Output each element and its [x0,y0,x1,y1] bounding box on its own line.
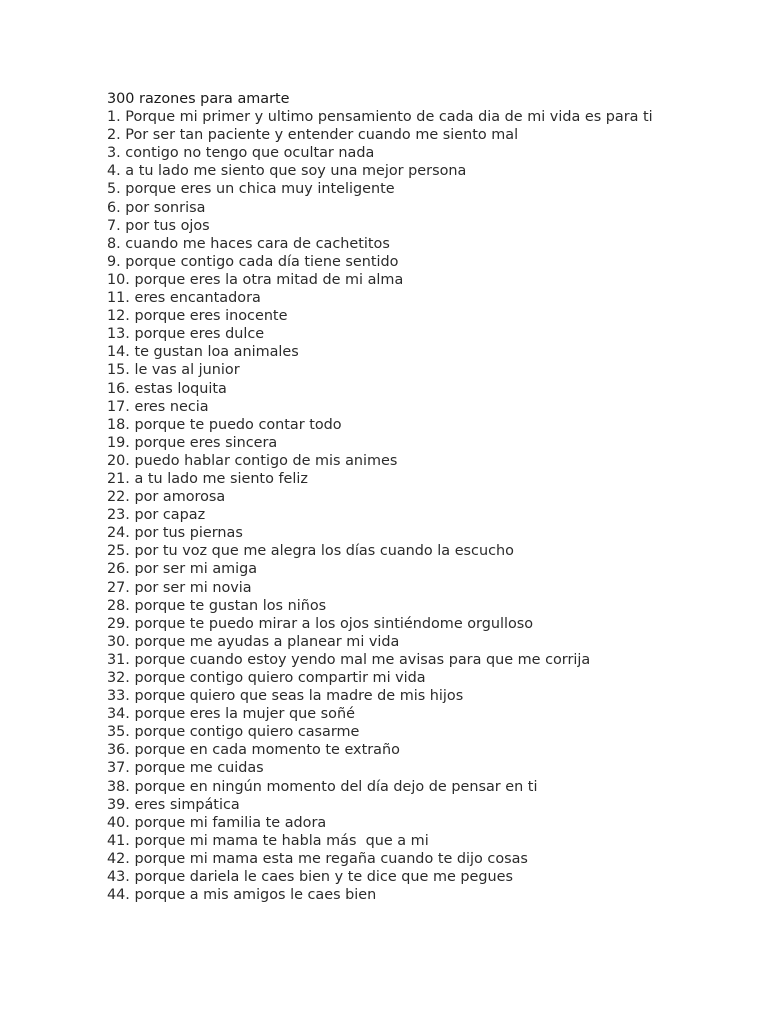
list-item: 39. eres simpática [107,796,240,813]
list-item: 2. Por ser tan paciente y entender cuando me siento mal [107,127,519,144]
list-item: 13. porque eres dulce [107,326,265,343]
list-item: 31. porque cuando estoy yendo mal me avisas para que me corrija [107,651,591,668]
list-item: 43. porque dariela le caes bien y te dice que me pegues [107,869,513,886]
list-item: 7. por tus ojos [107,217,210,234]
list-item: 8. cuando me haces cara de cachetitos [107,235,390,252]
list-item: 33. porque quiero que seas la madre de mis hijos [107,688,464,705]
list-item: 38. porque en ningún momento del día dejo de pensar en ti [107,778,538,795]
list-item: 36. porque en cada momento te extraño [107,742,400,759]
list-item: 11. eres encantadora [107,290,261,307]
list-item: 41. porque mi mama te habla más que a mi [107,832,429,849]
reasons-list [107,108,667,904]
list-item: 27. por ser mi novia [107,579,252,596]
list-item: 19. porque eres sincera [107,434,278,451]
list-item: 9. porque contigo cada día tiene sentido [107,253,399,270]
list-item: 16. estas loquita [107,380,227,397]
list-item: 20. puedo hablar contigo de mis animes [107,452,398,469]
list-item: 15. le vas al junior [107,362,240,379]
list-item: 29. porque te puedo mirar a los ojos sintiéndome orgulloso [107,615,534,632]
list-item: 21. a tu lado me siento feliz [107,470,308,487]
list-item: 1. Porque mi primer y ultimo pensamiento de cada dia de mi vida es para ti [107,109,653,126]
list-item: 4. a tu lado me siento que soy una mejor persona [107,163,467,180]
list-item: 37. porque me cuidas [107,760,264,777]
list-item: 28. porque te gustan los niños [107,597,327,614]
list-item: 34. porque eres la mujer que soñé [107,706,355,723]
list-item: 44. porque a mis amigos le caes bien [107,887,377,904]
list-item: 35. porque contigo quiero casarme [107,724,360,741]
list-item: 3. contigo no tengo que ocultar nada [107,145,375,162]
list-item: 14. te gustan loa animales [107,344,299,361]
document-content [107,90,667,904]
list-item: 23. por capaz [107,507,206,524]
list-item: 24. por tus piernas [107,525,243,542]
list-item: 12. porque eres inocente [107,308,288,325]
list-item: 17. eres necia [107,398,209,415]
list-item: 25. por tu voz que me alegra los días cuando la escucho [107,543,514,560]
list-item: 5. porque eres un chica muy inteligente [107,181,395,198]
list-item: 32. porque contigo quiero compartir mi vida [107,670,426,686]
document-title: 300 razones para amarte [107,91,290,107]
list-item: 42. porque mi mama esta me regaña cuando te dijo cosas [107,850,528,867]
list-item: 22. por amorosa [107,489,226,506]
list-item: 26. por ser mi amiga [107,561,258,578]
list-item: 18. porque te puedo contar todo [107,416,342,433]
list-item: 10. porque eres la otra mitad de mi alma [107,271,404,288]
list-item: 30. porque me ayudas a planear mi vida [107,633,400,650]
list-item: 40. porque mi familia te adora [107,814,327,831]
list-item: 6. por sonrisa [107,199,206,216]
